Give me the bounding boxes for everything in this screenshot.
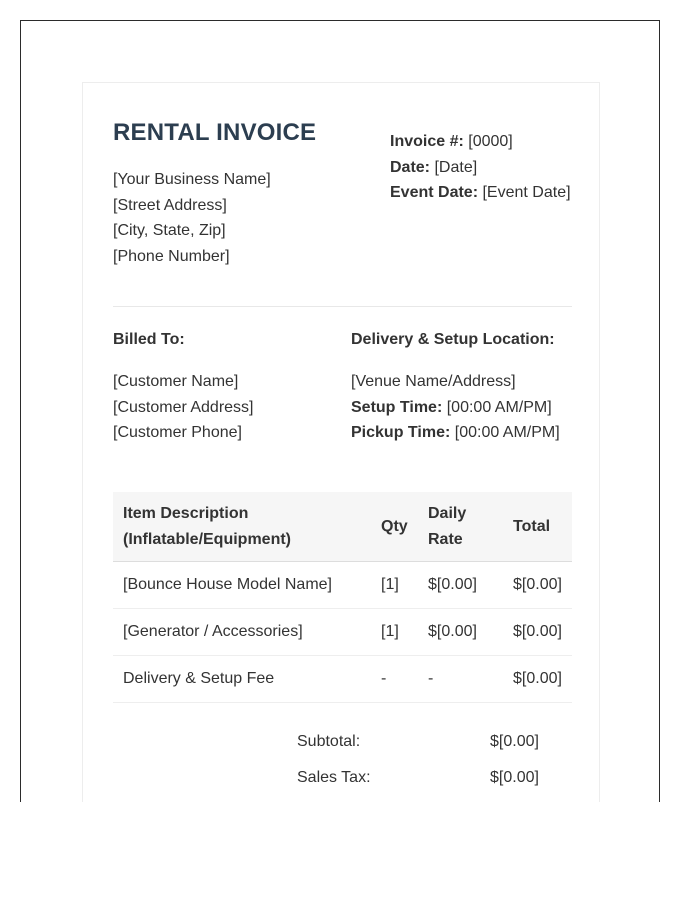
row-item: [Bounce House Model Name] xyxy=(113,562,371,609)
row-qty: [1] xyxy=(371,609,418,656)
billed-to-heading: Billed To: xyxy=(113,331,185,348)
header-rate-line1: Daily xyxy=(428,505,467,522)
sales-tax-value: $[0.00] xyxy=(490,769,539,786)
row-total: $[0.00] xyxy=(503,656,572,703)
table-row xyxy=(113,562,572,609)
header-divider xyxy=(113,306,572,307)
event-date-value: [Event Date] xyxy=(482,184,571,202)
business-city: [City, State, Zip] xyxy=(113,222,226,240)
row-qty: [1] xyxy=(371,562,418,609)
table-row xyxy=(113,656,572,703)
table-header-row xyxy=(113,492,572,562)
customer-name: [Customer Name] xyxy=(113,373,239,390)
invoice-sheet xyxy=(82,82,600,802)
header-daily-rate xyxy=(418,492,503,562)
header-qty: Qty xyxy=(371,492,418,562)
row-qty: - xyxy=(371,656,418,703)
sales-tax-label: Sales Tax: xyxy=(297,769,371,786)
row-total: $[0.00] xyxy=(503,562,572,609)
header-total: Total xyxy=(503,492,572,562)
row-item: [Generator / Accessories] xyxy=(113,609,371,656)
invoice-date-value: [Date] xyxy=(434,158,478,176)
setup-time-label: Setup Time: xyxy=(351,398,443,416)
pickup-time-row xyxy=(351,420,560,446)
subtotal-label: Subtotal: xyxy=(297,733,361,750)
pickup-time-label: Pickup Time: xyxy=(351,424,451,442)
delivery-heading: Delivery & Setup Location: xyxy=(351,331,555,348)
document-frame xyxy=(20,20,660,802)
header-rate-line2: Rate xyxy=(428,530,463,548)
event-date-row xyxy=(390,180,571,206)
invoice-date-row xyxy=(390,155,571,181)
subtotal-value: $[0.00] xyxy=(490,733,539,750)
setup-time-value: [00:00 AM/PM] xyxy=(446,398,552,416)
row-rate: - xyxy=(418,656,503,703)
event-date-label: Event Date: xyxy=(390,184,479,202)
row-total: $[0.00] xyxy=(503,609,572,656)
invoice-date-label: Date: xyxy=(390,158,431,176)
business-phone: [Phone Number] xyxy=(113,247,230,265)
row-item: Delivery & Setup Fee xyxy=(113,656,371,703)
venue-address: [Venue Name/Address] xyxy=(351,373,516,390)
setup-time-row xyxy=(351,395,560,421)
billed-to-info xyxy=(113,369,254,446)
header-item-line1: Item Description xyxy=(123,505,249,522)
customer-address: [Customer Address] xyxy=(113,398,254,416)
pickup-time-value: [00:00 AM/PM] xyxy=(454,424,560,442)
business-street: [Street Address] xyxy=(113,196,227,214)
header-item-line2: (Inflatable/Equipment) xyxy=(123,530,291,548)
table-row xyxy=(113,609,572,656)
customer-phone: [Customer Phone] xyxy=(113,424,242,442)
invoice-meta xyxy=(390,129,571,206)
invoice-title: RENTAL INVOICE xyxy=(113,119,317,146)
invoice-number-label: Invoice #: xyxy=(390,133,464,150)
business-info xyxy=(113,167,271,269)
invoice-number-value: [0000] xyxy=(468,133,513,150)
invoice-number-row xyxy=(390,129,571,155)
row-rate: $[0.00] xyxy=(418,562,503,609)
business-name: [Your Business Name] xyxy=(113,171,271,188)
delivery-info xyxy=(351,369,560,446)
header-item-description xyxy=(113,492,371,562)
row-rate: $[0.00] xyxy=(418,609,503,656)
items-table xyxy=(113,492,572,703)
